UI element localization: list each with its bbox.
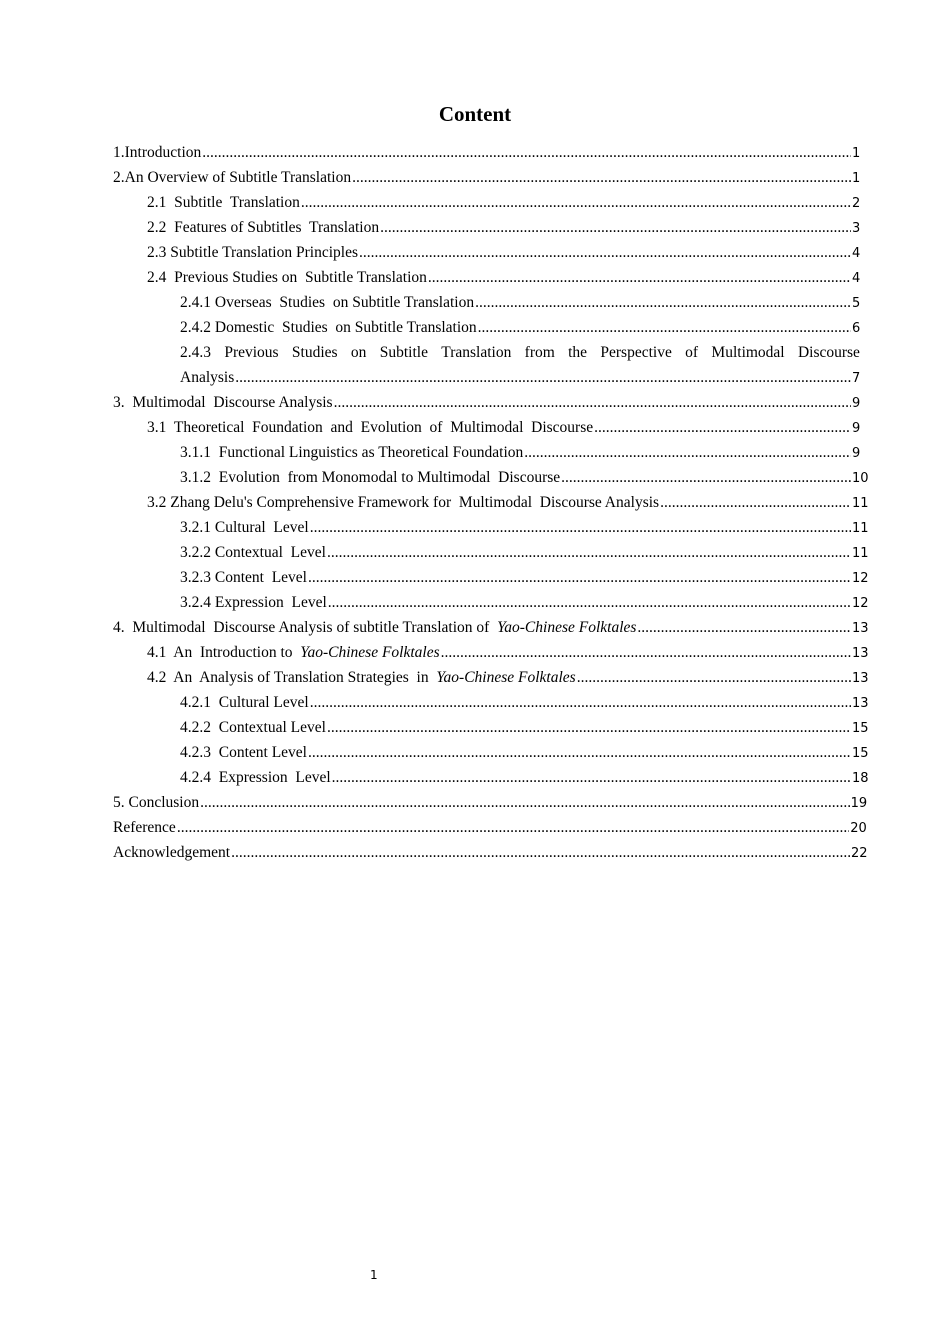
dot-leader: [577, 665, 851, 690]
toc-word: 2.4.3: [180, 344, 211, 361]
toc-page-number: 1: [852, 146, 861, 161]
toc-entry[interactable]: [113, 165, 860, 190]
toc-word: Subtitle: [379, 344, 428, 361]
toc-entry[interactable]: [113, 390, 860, 415]
toc-page-number: 13: [852, 621, 869, 636]
toc-entry-wrapped-line[interactable]: [113, 340, 860, 365]
toc-entry[interactable]: [113, 715, 869, 740]
dot-leader: [594, 415, 851, 440]
toc-word: Multimodal: [711, 344, 785, 361]
toc-entry-text: 3.2.1 Cultural Level: [180, 519, 309, 536]
dot-leader: [327, 540, 851, 565]
toc-entry-text: 3.1.2 Evolution from Monomodal to Multimodal Discourse: [180, 469, 561, 486]
toc-page-number: 13: [852, 696, 869, 711]
toc-page-number: 13: [852, 671, 869, 686]
dot-leader: [200, 790, 849, 815]
toc-entry[interactable]: [113, 740, 869, 765]
dot-leader: [231, 840, 850, 865]
toc-entry-text-plain: 4.1 An Introduction to: [147, 644, 301, 661]
toc-word: Studies: [291, 344, 338, 361]
dot-leader: [428, 265, 851, 290]
toc-page-number: 22: [851, 846, 868, 861]
toc-page-number: 7: [852, 371, 861, 386]
toc-page-number: 15: [852, 746, 869, 761]
toc-entry[interactable]: [113, 290, 860, 315]
toc-word: Perspective: [600, 344, 672, 361]
toc-entry-text: 4.2.4 Expression Level: [180, 769, 331, 786]
toc-entry[interactable]: [113, 815, 867, 840]
toc-entry-text-italic: Yao-Chinese Folktales: [497, 619, 637, 636]
toc-entry-text: Acknowledgement: [113, 844, 231, 861]
toc-entry[interactable]: [113, 365, 860, 390]
toc-entry-text: Reference: [113, 819, 176, 836]
dot-leader: [328, 590, 851, 615]
toc-page-number: 9: [852, 396, 861, 411]
toc-entry[interactable]: [113, 765, 869, 790]
toc-entry-text: 3.2 Zhang Delu's Comprehensive Framework for Multimodal Discourse Analysis: [147, 494, 660, 511]
dot-leader: [332, 765, 851, 790]
toc-entry[interactable]: [113, 315, 860, 340]
toc-entry-text: [113, 615, 636, 640]
dot-leader: [235, 365, 851, 390]
toc-page-number: 20: [850, 821, 867, 836]
toc-entry-text: 3.1 Theoretical Foundation and Evolution of Multimodal Discourse: [147, 419, 594, 436]
dot-leader: [202, 140, 851, 165]
dot-leader: [660, 490, 851, 515]
dot-leader: [441, 640, 851, 665]
dot-leader: [308, 740, 851, 765]
toc-entry-text: 1.Introduction: [113, 144, 202, 161]
dot-leader: [524, 440, 851, 465]
toc-entry[interactable]: [113, 665, 869, 690]
toc-entry[interactable]: [113, 615, 869, 640]
toc-entry-text: 3.2.4 Expression Level: [180, 594, 327, 611]
toc-entry-text: 3.1.1 Functional Linguistics as Theoretical Foundation: [180, 444, 524, 461]
toc-page-number: 1: [852, 171, 861, 186]
toc-entry[interactable]: [113, 590, 869, 615]
dot-leader: [177, 815, 849, 840]
toc-word: from: [524, 344, 555, 361]
toc-word: on: [350, 344, 367, 361]
footer-page-number: 1: [370, 1268, 378, 1282]
toc-entry-text: 4.2.2 Contextual Level: [180, 719, 326, 736]
dot-leader: [478, 315, 851, 340]
toc-page-number: 9: [852, 446, 861, 461]
toc-page-number: 15: [852, 721, 869, 736]
dot-leader: [334, 390, 851, 415]
dot-leader: [380, 215, 851, 240]
toc-entry-text: Analysis: [180, 369, 235, 386]
toc-page-number: 2: [852, 196, 861, 211]
toc-entry[interactable]: [113, 490, 869, 515]
toc-entry[interactable]: [113, 565, 869, 590]
toc-page-number: 4: [852, 271, 861, 286]
toc-word: the: [568, 344, 588, 361]
toc-entry-text: 2.4.2 Domestic Studies on Subtitle Translation: [180, 319, 477, 336]
toc-page-number: 13: [852, 646, 869, 661]
table-of-contents: [113, 140, 869, 865]
toc-word: of: [685, 344, 699, 361]
toc-entry[interactable]: [113, 690, 869, 715]
toc-page-number: 10: [852, 471, 869, 486]
toc-page-number: 11: [852, 521, 869, 536]
toc-entry-text: 2.4 Previous Studies on Subtitle Translation: [147, 269, 427, 286]
toc-entry-text: 2.1 Subtitle Translation: [147, 194, 300, 211]
toc-entry-text-italic: Yao-Chinese Folktales: [300, 644, 440, 661]
toc-entry-text: 2.2 Features of Subtitles Translation: [147, 219, 380, 236]
dot-leader: [475, 290, 851, 315]
toc-entry-text: [147, 640, 440, 665]
toc-entry-text-italic: Yao-Chinese Folktales: [436, 669, 576, 686]
dot-leader: [310, 690, 851, 715]
toc-page-number: 3: [852, 221, 861, 236]
page-title: Content: [438, 102, 512, 126]
toc-page-number: 11: [852, 496, 869, 511]
toc-entry[interactable]: [113, 190, 860, 215]
toc-word: Discourse: [797, 344, 860, 361]
toc-entry-text: 3.2.2 Contextual Level: [180, 544, 326, 561]
toc-entry[interactable]: [113, 640, 869, 665]
dot-leader: [352, 165, 851, 190]
toc-page-number: 4: [852, 246, 861, 261]
toc-entry[interactable]: [113, 215, 860, 240]
toc-entry-text: 2.An Overview of Subtitle Translation: [113, 169, 352, 186]
toc-entry[interactable]: [113, 540, 869, 565]
toc-entry-text: 3.2.3 Content Level: [180, 569, 307, 586]
toc-entry-text: [147, 665, 576, 690]
toc-entry[interactable]: [113, 840, 868, 865]
toc-page-number: 6: [852, 321, 861, 336]
toc-page-number: 18: [852, 771, 869, 786]
toc-entry[interactable]: [113, 465, 869, 490]
toc-page-number: 9: [852, 421, 861, 436]
toc-entry-text: 4.2.3 Content Level: [180, 744, 307, 761]
toc-word: Previous: [224, 344, 279, 361]
toc-entry-text: 3. Multimodal Discourse Analysis: [113, 394, 333, 411]
dot-leader: [327, 715, 851, 740]
dot-leader: [310, 515, 851, 540]
toc-entry-text: 5. Conclusion: [113, 794, 200, 811]
dot-leader: [637, 615, 851, 640]
toc-page-number: 19: [850, 796, 868, 811]
toc-entry-text: 4.2.1 Cultural Level: [180, 694, 309, 711]
dot-leader: [561, 465, 851, 490]
toc-entry[interactable]: [113, 515, 869, 540]
toc-entry-text-plain: 4.2 An Analysis of Translation Strategies in: [147, 669, 437, 686]
toc-page-number: 12: [852, 596, 869, 611]
toc-word: Translation: [441, 344, 512, 361]
toc-entry[interactable]: [113, 265, 860, 290]
toc-page-number: 12: [852, 571, 869, 586]
toc-page-number: 11: [852, 546, 869, 561]
dot-leader: [308, 565, 851, 590]
toc-entry[interactable]: [113, 440, 860, 465]
dot-leader: [359, 240, 851, 265]
toc-entry[interactable]: [113, 240, 860, 265]
toc-entry-text-plain: 4. Multimodal Discourse Analysis of subtitle Translation of: [113, 619, 498, 636]
toc-entry[interactable]: [113, 415, 860, 440]
dot-leader: [301, 190, 851, 215]
toc-entry[interactable]: [113, 140, 860, 165]
toc-page-number: 5: [852, 296, 861, 311]
toc-entry-text: 2.4.1 Overseas Studies on Subtitle Translation: [180, 294, 475, 311]
toc-entry-text: 2.3 Subtitle Translation Principles: [147, 244, 358, 261]
toc-entry[interactable]: [113, 790, 868, 815]
